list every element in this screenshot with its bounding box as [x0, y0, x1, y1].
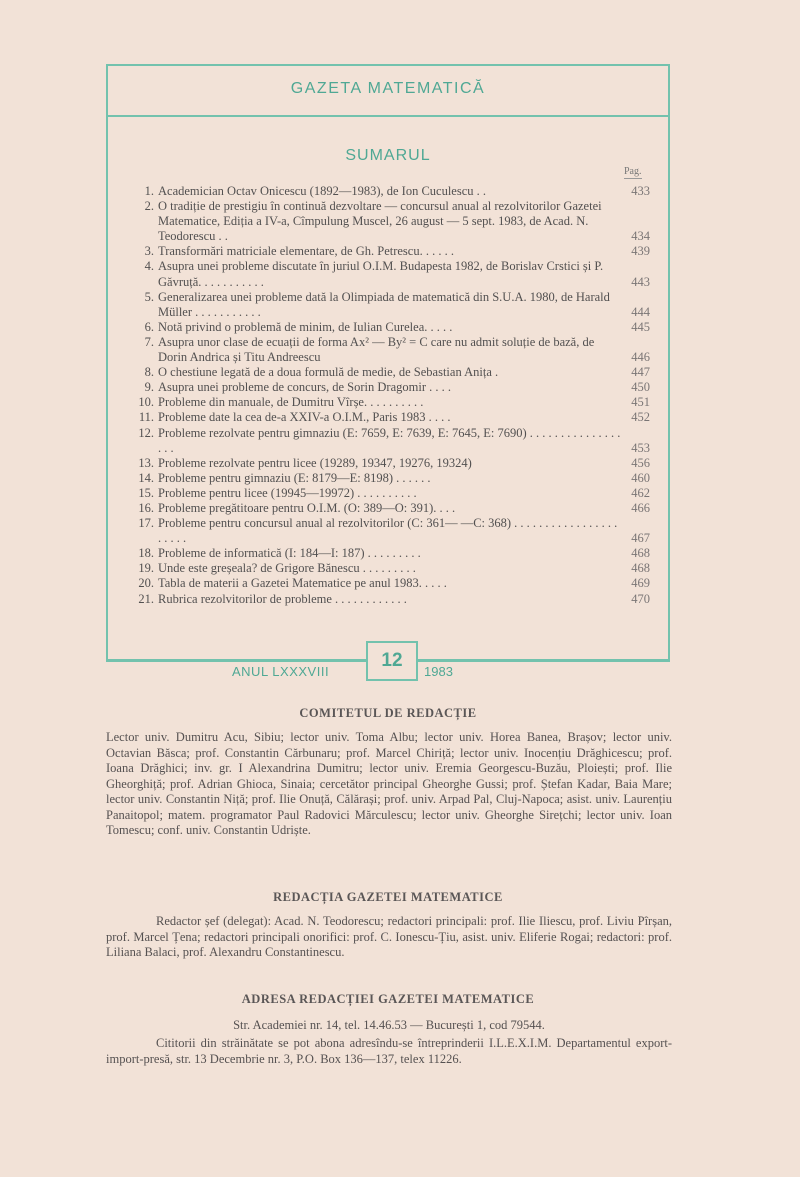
toc-entry-page: 443: [631, 274, 650, 289]
toc-entry: [134, 244, 656, 259]
toc-entry-title: Transformări matriciale elementare, de Gh. Petrescu. . . . . .: [158, 244, 454, 259]
toc-entry-number: 8.: [144, 365, 154, 380]
toc-entry-page: 462: [631, 485, 650, 500]
toc-entry-number: 10.: [138, 395, 154, 410]
toc-entry-number: 9.: [144, 380, 154, 395]
toc-entry-page: 439: [631, 244, 650, 259]
toc-entry: [134, 335, 656, 365]
toc-entry-page: 451: [631, 395, 650, 410]
toc-entry-title: Probleme rezolvate pentru gimnaziu (E: 7659, E: 7639, E: 7645, E: 7690) . . . . . . . . . . . . . . . . . .: [158, 425, 621, 455]
toc-entry-title: Asupra unei probleme de concurs, de Sorin Dragomir . . . .: [158, 380, 451, 395]
toc-entry-number: 15.: [138, 485, 154, 500]
toc-entry-page: 469: [631, 576, 650, 591]
toc-entry-title: Probleme din manuale, de Dumitru Vîrșe. . . . . . . . . .: [158, 395, 424, 410]
toc-entry: [134, 259, 656, 289]
toc-entry: [134, 516, 656, 546]
toc-entry-page: 468: [631, 546, 650, 561]
toc-entry: [134, 471, 656, 486]
toc-entry-number: 19.: [138, 561, 154, 576]
contents-frame: [106, 64, 670, 662]
toc-entry-page: 433: [631, 184, 650, 198]
toc-entry-title: O tradiție de prestigiu în continuă dezvoltare — concursul anual al rezolvitorilor Gazetei Matematice, Ediția a IV-a, Cîmpulung Muscel, 26 august — 5 sept. 1983, de Acad. N. Teodorescu . .: [158, 199, 602, 244]
year-label: 1983: [424, 664, 453, 679]
toc-entry-number: 14.: [138, 470, 154, 485]
toc-entry-title: Academician Octav Onicescu (1892—1983), de Ion Cuculescu . .: [158, 184, 487, 198]
toc-entry-number: 18.: [138, 546, 154, 561]
address-heading: ADRESA REDACȚIEI GAZETEI MATEMATICE: [241, 992, 535, 1006]
toc-entry: [134, 546, 656, 561]
editorial-heading: REDACȚIA GAZETEI MATEMATICE: [273, 890, 503, 904]
toc-entry-number: 4.: [144, 259, 154, 274]
toc-entry-number: 12.: [138, 425, 154, 440]
toc-entry-number: 16.: [138, 500, 154, 515]
toc-entry-title: Notă privind o problemă de minim, de Iulian Curelea. . . . .: [158, 319, 453, 334]
toc-entry: [134, 426, 656, 456]
toc-entry-title: Tabla de materii a Gazetei Matematice pe anul 1983. . . . .: [158, 576, 447, 591]
toc-entry-number: 5.: [144, 289, 154, 304]
table-of-contents: [134, 184, 656, 607]
toc-entry-title: Probleme de informatică (I: 184—I: 187) . . . . . . . . .: [158, 546, 421, 561]
toc-entry-title: Generalizarea unei probleme dată la Olimpiada de matematică din S.U.A. 1980, de Harald Müller . . . . . . . . . . .: [158, 289, 610, 319]
toc-entry-title: Probleme pentru gimnaziu (E: 8179—E: 8198) . . . . . .: [158, 470, 431, 485]
toc-entry: [134, 290, 656, 320]
toc-entry-page: 468: [631, 561, 650, 576]
toc-entry-number: 6.: [144, 319, 154, 334]
toc-entry-title: O chestiune legată de a doua formulă de medie, de Sebastian Anița .: [158, 365, 499, 380]
committee-heading: COMITETUL DE REDACȚIE: [299, 706, 477, 720]
toc-entry: [134, 380, 656, 395]
toc-entry-title: Probleme pregătitoare pentru O.I.M. (O: 389—O: 391). . . .: [158, 500, 456, 515]
toc-entry-page: 450: [631, 380, 650, 395]
toc-entry-page: 452: [631, 410, 650, 425]
toc-entry: [134, 184, 656, 199]
toc-entry-title: Asupra unor clase de ecuații de forma Ax² — By² = C care nu admit soluție de bază, de Dorin Andrica și Titu Andreescu: [158, 334, 595, 365]
subscription-text: Cititorii din străinătate se pot abona adresîndu-se întreprinderii I.L.E.X.I.M. Departamentul export-import-presă, str. 13 Decembrie nr. 3, P.O. Box 136—137, telex 11226.: [106, 1036, 672, 1066]
journal-title: GAZETA MATEMATICĂ: [290, 80, 486, 97]
toc-entry-page: 447: [631, 365, 650, 380]
committee-text: Lector univ. Dumitru Acu, Sibiu; lector univ. Toma Albu; lector univ. Horea Banea, Brașov; lector univ. Octavian Băsca; prof. Constantin Cărbunaru; prof. Marcel Chiriță; lector univ. Inocențiu Drăghicescu; prof. Ioana Drăghici; inv. gr. I Alexandrina Dumitru; lector univ. Eremia Georgescu-Buzău, Ploiești; prof. Ilie Gheorghiță; prof. Adrian Ghioca, Sinaia; cercetător principal Gheorghe Gussi; prof. Ștefan Kadar, Baia Mare; lector univ. Constantin Niță; prof. Ilie Onuță, Călărași; prof. univ. Arpad Pal, Cluj-Napoca; asist. univ. Laurențiu Panaitopol; matem. programator Paul Radovici Mărculescu; lector univ. Gheorghe Sirețchi; lector univ. Ioan Tomescu; conf. univ. Constantin Udriște.: [106, 730, 672, 837]
toc-entry-number: 7.: [144, 334, 154, 349]
title-divider: [108, 115, 668, 117]
toc-entry: [134, 576, 656, 591]
section-title: SUMARUL: [345, 147, 431, 164]
toc-entry-title: Probleme pentru concursul anual al rezolvitorilor (C: 361— —C: 368) . . . . . . . . . . . . . . . . . . . . . .: [158, 516, 618, 546]
toc-entry-page: 445: [631, 319, 650, 334]
issue-number-box: 12: [366, 641, 418, 681]
toc-entry: [134, 501, 656, 516]
toc-entry-number: 20.: [138, 576, 154, 591]
toc-entry: [134, 456, 656, 471]
toc-entry: [134, 410, 656, 425]
toc-entry-page: 456: [631, 455, 650, 470]
toc-entry: [134, 592, 656, 607]
toc-entry-title: Probleme rezolvate pentru licee (19289, 19347, 19276, 19324): [158, 455, 472, 470]
toc-entry-page: 446: [631, 350, 650, 365]
toc-entry-number: 17.: [138, 516, 154, 531]
editorial-text: Redactor șef (delegat): Acad. N. Teodorescu; redactori principali: prof. Ilie Iliescu, prof. Liviu Pîrșan, prof. Marcel Țena; redactori principali onorifici: prof. C. Ionescu-Țiu, asist. univ. Eliferie Rogai; redactori: prof. Liliana Balaci, prof. Alexandru Constantinescu.: [106, 914, 672, 959]
toc-entry: [134, 561, 656, 576]
toc-entry-number: 3.: [144, 244, 154, 259]
toc-entry-number: 11.: [138, 410, 154, 425]
toc-entry-page: 466: [631, 500, 650, 515]
toc-entry-page: 470: [631, 591, 650, 606]
toc-entry-title: Probleme pentru licee (19945—19972) . . . . . . . . . .: [158, 485, 417, 500]
toc-entry-title: Probleme date la cea de-a XXIV-a O.I.M., Paris 1983 . . . .: [158, 410, 451, 425]
toc-entry-number: 21.: [138, 591, 154, 606]
toc-entry-number: 2.: [144, 199, 154, 214]
toc-entry-page: 460: [631, 470, 650, 485]
volume-label: ANUL LXXXVIII: [232, 664, 330, 679]
toc-entry: [134, 395, 656, 410]
toc-entry-title: Asupra unei probleme discutate în juriul O.I.M. Budapesta 1982, de Borislav Crstici și P. Găvruță. . . . . . . . . . .: [158, 259, 604, 289]
page-column-label: Pag.: [624, 166, 642, 177]
toc-entry: [134, 486, 656, 501]
toc-entry-page: 453: [631, 440, 650, 455]
toc-entry-page: 467: [631, 531, 650, 546]
toc-entry-number: 13.: [138, 455, 154, 470]
toc-entry-page: 444: [631, 304, 650, 319]
address-line: Str. Academiei nr. 14, tel. 14.46.53 — București 1, cod 79544.: [233, 1018, 545, 1032]
toc-entry-title: Unde este greșeala? de Grigore Bănescu . . . . . . . . .: [158, 561, 416, 576]
toc-entry: [134, 365, 656, 380]
toc-entry-page: 434: [631, 229, 650, 244]
toc-entry: [134, 199, 656, 244]
toc-entry-number: 1.: [144, 184, 154, 198]
toc-entry: [134, 320, 656, 335]
toc-entry-title: Rubrica rezolvitorilor de probleme . . . . . . . . . . . .: [158, 591, 407, 606]
